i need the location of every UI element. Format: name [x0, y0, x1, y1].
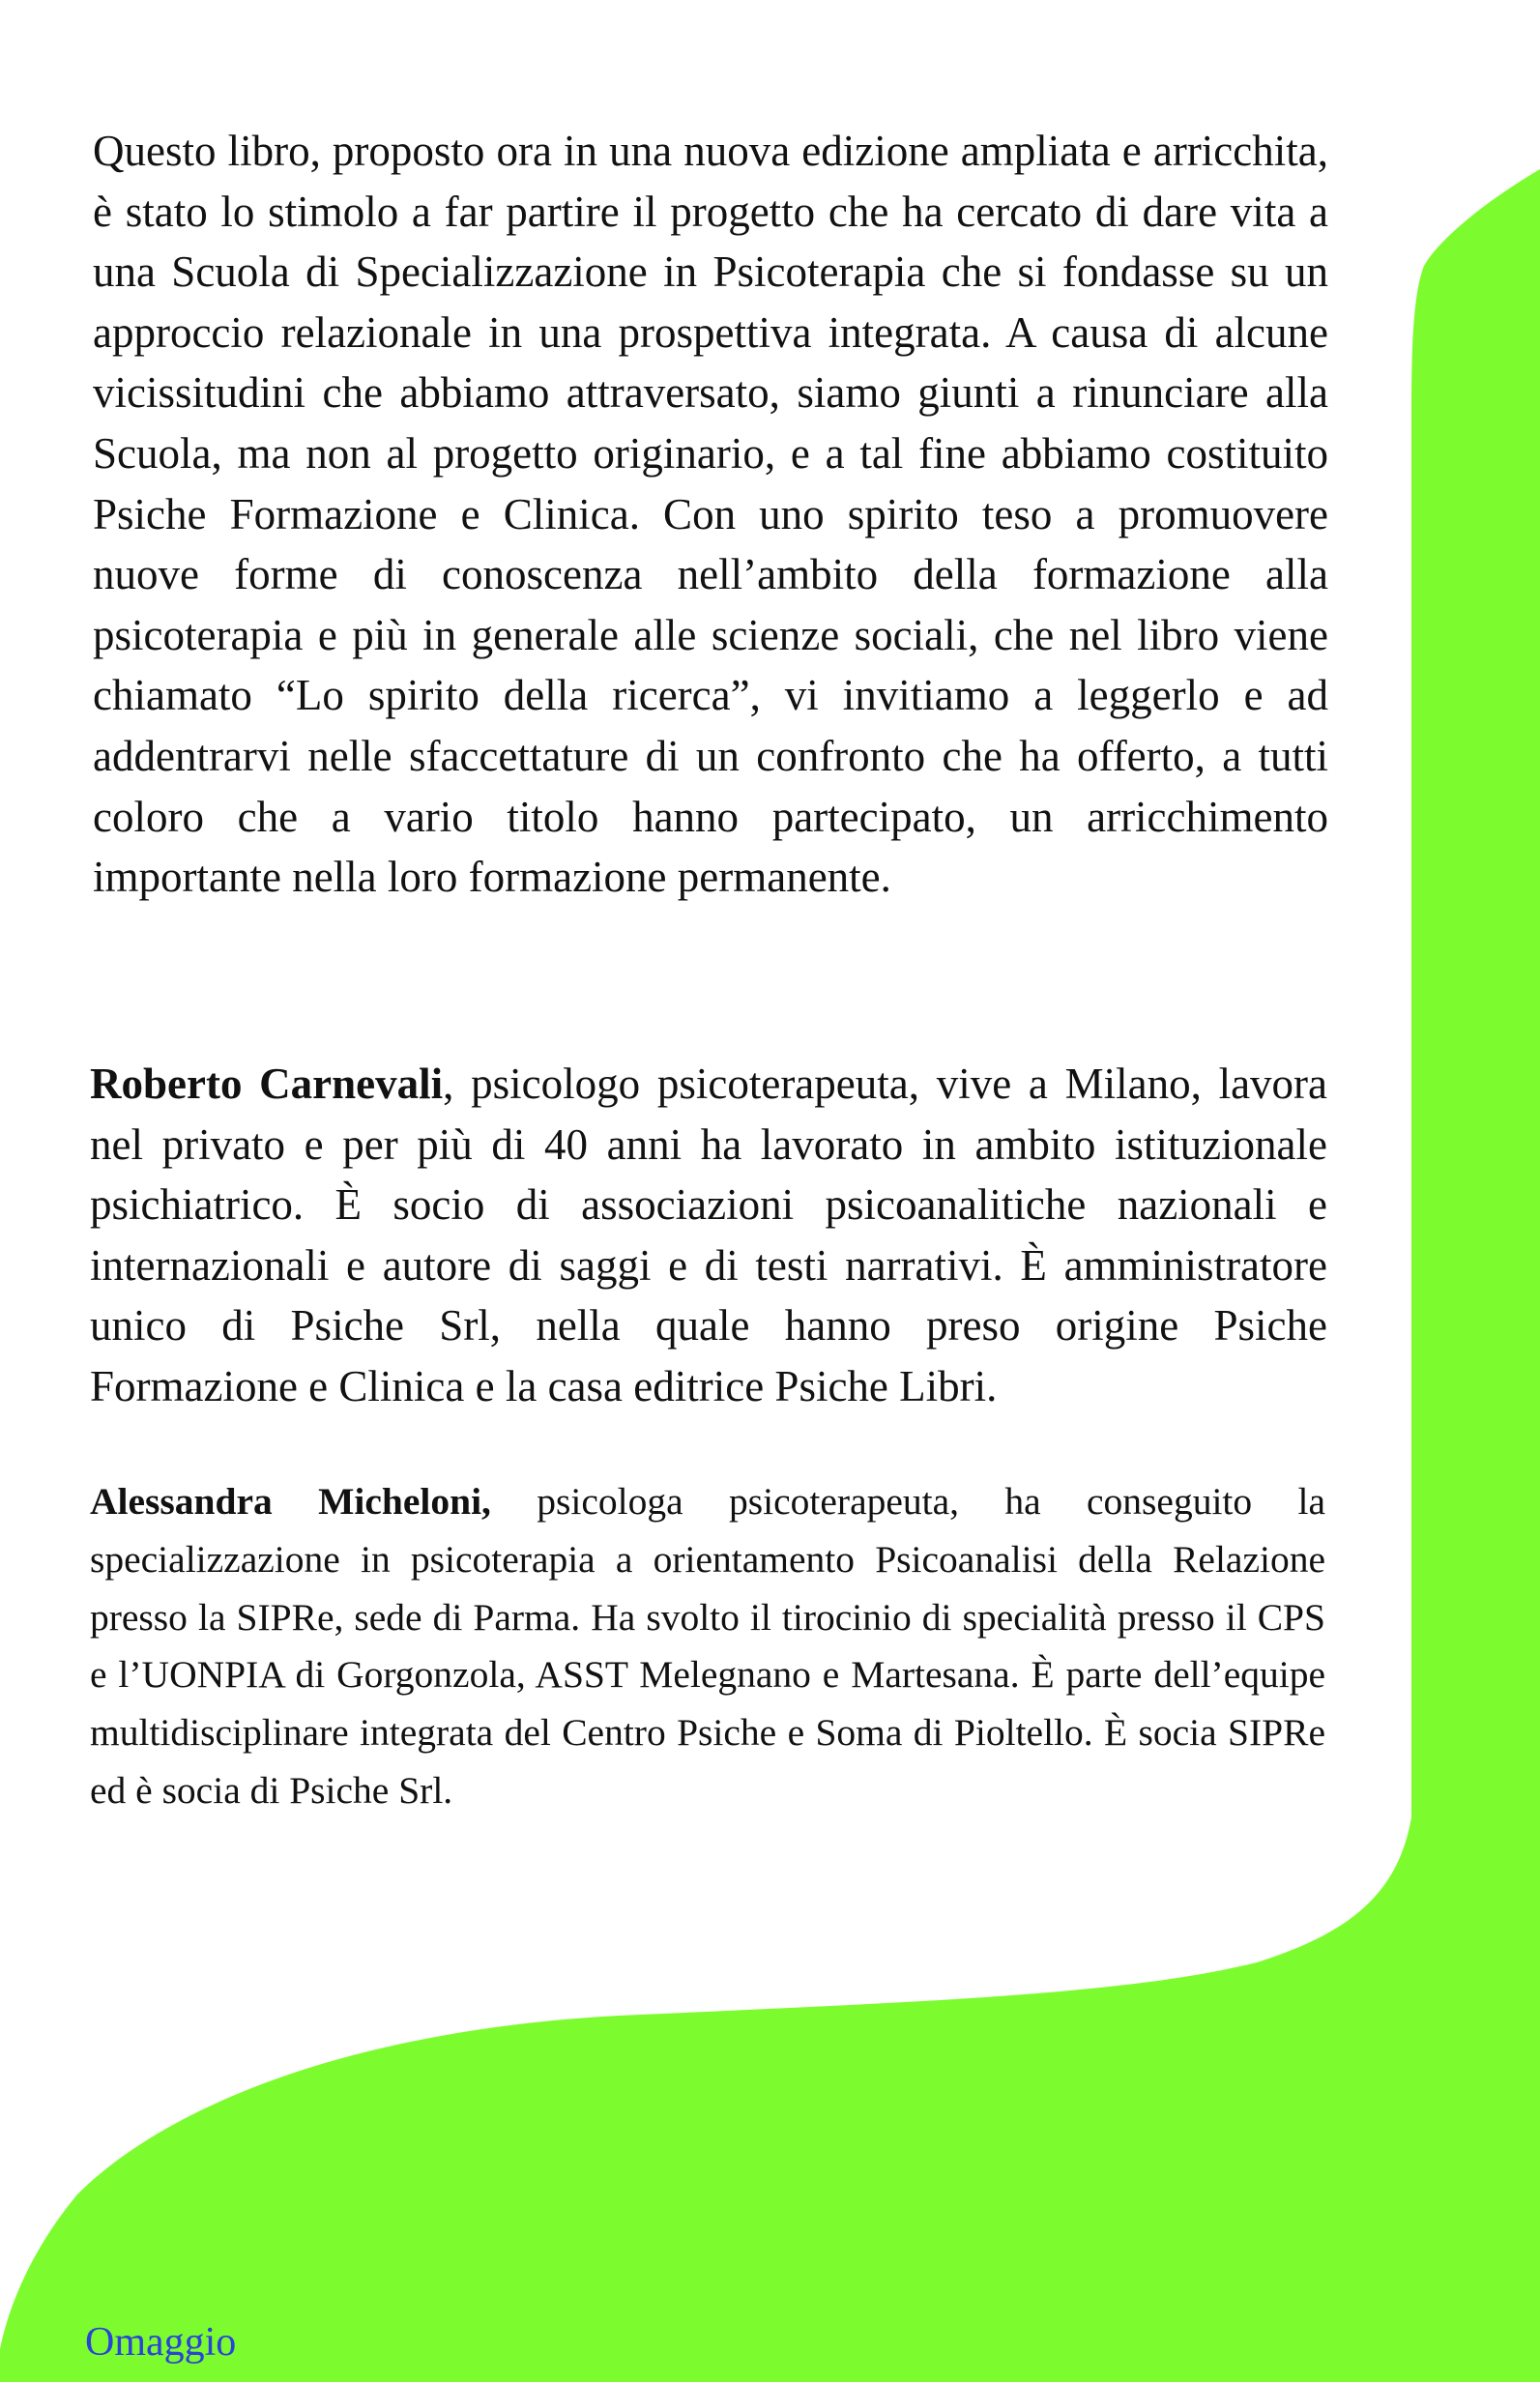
omaggio-label: Omaggio: [85, 2320, 237, 2365]
author-bio-micheloni: [90, 1473, 1325, 1820]
author-bio-carnevali: [90, 1054, 1327, 1417]
author-name: Alessandra Micheloni,: [90, 1480, 491, 1523]
author-bio-text: , psicologo psicoterapeuta, vive a Milano, lavora nel privato e per più di 40 anni ha lavorato in ambito istituzionale psichiatrico. È socio di associazioni psicoanalitiche nazionali e internazionali e autore di saggi e di testi narrativi. È amministratore unico di Psiche Srl, nella quale hanno preso origine Psiche Formazione e Clinica e la casa editrice Psiche Libri.: [90, 1060, 1328, 1410]
author-bio-text: psicologa psicoterapeuta, ha conseguito la specializzazione in psicoterapia a orientamento Psicoanalisi della Relazione presso la SIPRe, sede di Parma. Ha svolto il tirocinio di specialità presso il CPS e l’UONPIA di Gorgonzola, ASST Melegnano e Martesana. È parte dell’equipe multidisciplinare integrata del Centro Psiche e Soma di Pioltello. È socia SIPRe ed è socia di Psiche Srl.: [90, 1480, 1325, 1812]
intro-paragraph: Questo libro, proposto ora in una nuova edizione ampliata e arricchita, è stato lo stimolo a far partire il progetto che ha cercato di dare vita a una Scuola di Specializzazione in Psicoterapia che si fondasse su un approccio relazionale in una prospettiva integrata. A causa di alcune vicissitudini che abbiamo attraversato, siamo giunti a rinunciare alla Scuola, ma non al progetto originario, e a tal fine abbiamo costituito Psiche Formazione e Clinica. Con uno spirito teso a promuovere nuove forme di conoscenza nell’ambito della formazione alla psicoterapia e più in generale alle scienze sociali, che nel libro viene chiamato “Lo spirito della ricerca”, vi invitiamo a leggerlo e ad addentrarvi nelle sfaccettature di un confronto che ha offerto, a tutti coloro che a vario titolo hanno partecipato, un arricchimento importante nella loro formazione permanente.: [93, 127, 1328, 902]
author-name: Roberto Carnevali: [90, 1060, 444, 1108]
